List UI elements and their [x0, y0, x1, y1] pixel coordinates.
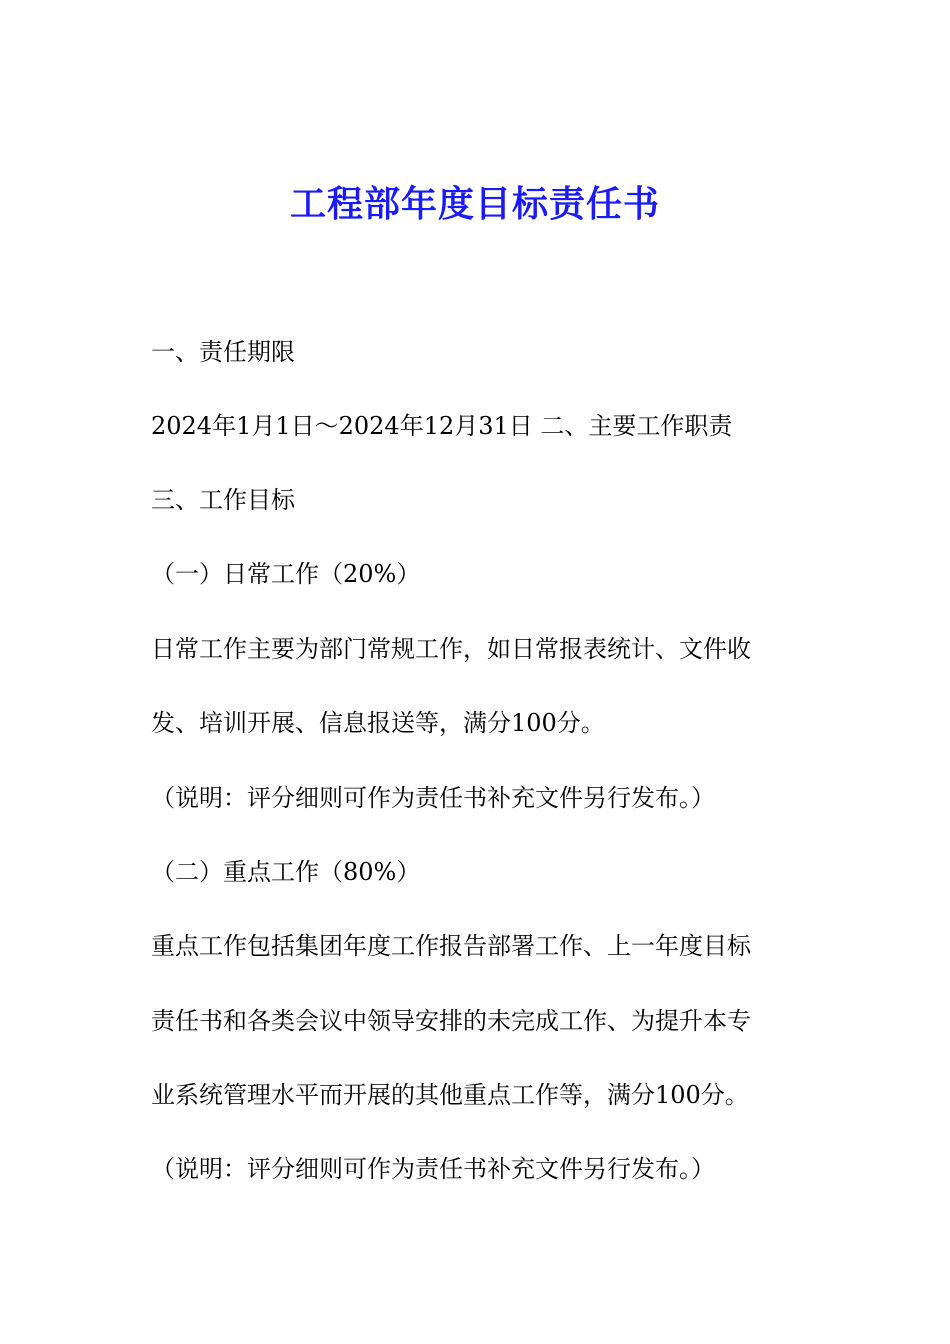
paragraph-line: 责任书和各类会议中领导安排的未完成工作、为提升本专 — [151, 1007, 751, 1035]
note-line: （说明：评分细则可作为责任书补充文件另行发布。） — [151, 784, 715, 812]
note-line: （说明：评分细则可作为责任书补充文件另行发布。） — [151, 1155, 715, 1183]
subsection-heading-daily-work: （一）日常工作（20%） — [151, 560, 421, 588]
subsection-heading-key-work: （二）重点工作（80%） — [151, 858, 421, 886]
document-title: 工程部年度目标责任书 — [289, 183, 660, 225]
paragraph-line: 发、培训开展、信息报送等，满分100分。 — [151, 709, 605, 737]
term-dates-and-duties-heading: 2024年1月1日～2024年12月31日 二、主要工作职责 — [151, 412, 733, 440]
paragraph-line: 重点工作包括集团年度工作报告部署工作、上一年度目标 — [151, 932, 751, 960]
section-heading-term: 一、责任期限 — [151, 338, 295, 366]
paragraph-line: 日常工作主要为部门常规工作，如日常报表统计、文件收 — [151, 635, 751, 663]
section-heading-goals: 三、工作目标 — [151, 486, 295, 514]
paragraph-line: 业系统管理水平而开展的其他重点工作等，满分100分。 — [151, 1081, 749, 1109]
